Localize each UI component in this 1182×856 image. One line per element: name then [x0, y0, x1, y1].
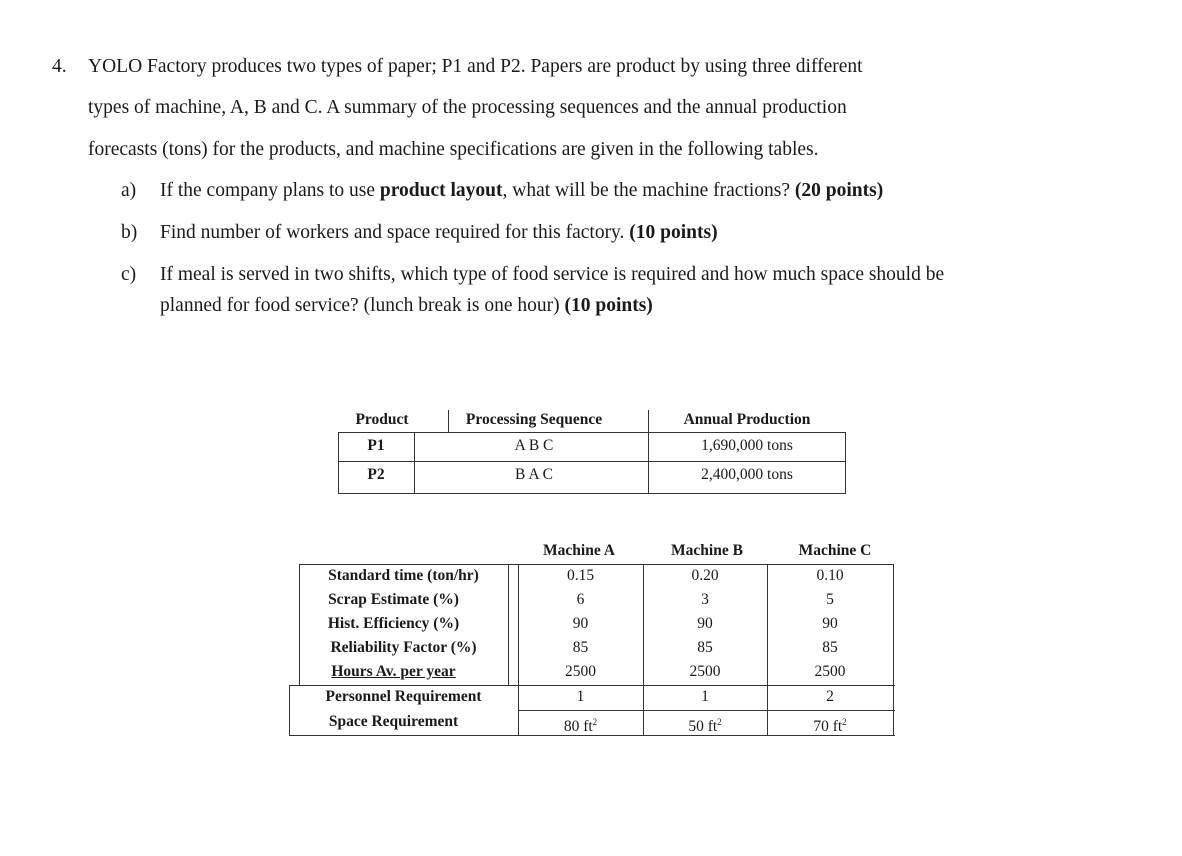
header-machine-b: Machine B	[671, 542, 743, 559]
unit-superscript: 2	[592, 717, 598, 727]
table-cell: 2500	[565, 663, 596, 680]
table-cell: 85	[822, 639, 838, 656]
header-machine-a: Machine A	[543, 542, 615, 559]
table-cell: 2500	[814, 663, 846, 680]
space-value: 70 ft	[813, 718, 843, 735]
space-value: 80 ft	[563, 718, 593, 735]
question-a	[160, 180, 883, 202]
question-c-text: planned for food service? (lunch break is one hour)	[160, 295, 565, 316]
question-b-points: (10 points)	[629, 222, 718, 243]
table-cell: 2,400,000 tons	[701, 466, 793, 483]
divider	[448, 410, 449, 432]
table-cell-space	[767, 711, 893, 733]
intro-line-2: types of machine, A, B and C. A summary of the processing sequences and the annual production	[88, 97, 847, 118]
question-c-line-1: If meal is served in two shifts, which type of food service is required and how much space should be	[160, 264, 945, 285]
divider	[508, 564, 509, 685]
question-a-label: a)	[121, 180, 137, 201]
header-processing-sequence: Processing Sequence	[465, 411, 603, 428]
question-a-bold: product layout	[379, 180, 503, 201]
table-cell: 0.15	[566, 567, 595, 584]
unit-superscript: 2	[842, 717, 847, 727]
row-label-space-requirement: Space Requirement	[328, 713, 459, 730]
unit-superscript: 2	[717, 717, 722, 727]
row-divider	[338, 461, 846, 462]
intro-line-3: forecasts (tons) for the products, and machine specifications are given in the following tables.	[88, 139, 819, 160]
header-annual-production: Annual Production	[683, 411, 811, 428]
intro-line-1: YOLO Factory produces two types of paper; P1 and P2. Papers are product by using three different	[88, 56, 863, 77]
divider	[893, 564, 894, 735]
question-a-text: If the company plans to use	[160, 180, 380, 201]
table-cell: 5	[826, 591, 834, 608]
table-cell: 85	[697, 639, 713, 656]
row-label-hist-efficiency: Hist. Efficiency (%)	[327, 615, 460, 632]
question-c-label: c)	[121, 264, 137, 285]
table-cell: 90	[697, 615, 713, 632]
row-label-scrap-estimate: Scrap Estimate (%)	[328, 591, 459, 608]
table-cell-space	[518, 711, 643, 733]
table-cell: P1	[367, 437, 385, 454]
table-cell: 85	[572, 639, 589, 656]
row-divider	[289, 735, 895, 736]
table-cell: 90	[572, 615, 589, 632]
table-cell-space	[643, 711, 767, 733]
question-c-points: (10 points)	[564, 295, 653, 316]
table-cell: B A C	[515, 466, 553, 483]
question-b	[160, 222, 718, 244]
table-cell: 1	[576, 688, 585, 705]
table-cell: 3	[701, 591, 709, 608]
divider	[414, 432, 415, 493]
divider	[648, 432, 649, 493]
row-label-reliability-factor: Reliability Factor (%)	[330, 639, 477, 656]
header-product: Product	[355, 411, 409, 428]
space-value: 50 ft	[688, 718, 718, 735]
row-label-hours-available: Hours Av. per year	[331, 663, 456, 680]
table-cell: P2	[367, 466, 385, 483]
question-a-text-after: , what will be the machine fractions?	[502, 180, 795, 201]
table-cell: 1,690,000 tons	[701, 437, 793, 454]
divider	[648, 410, 649, 432]
question-c-line-2	[160, 295, 653, 317]
table-cell: 0.20	[691, 567, 719, 584]
table-cell: 0.10	[816, 567, 844, 584]
question-b-label: b)	[121, 222, 138, 243]
header-machine-c: Machine C	[798, 542, 872, 559]
row-label-personnel-requirement: Personnel Requirement	[325, 688, 482, 705]
question-a-points: (20 points)	[794, 180, 884, 201]
table-cell: 1	[701, 688, 709, 705]
table-cell: 2500	[689, 663, 721, 680]
table-cell: 6	[576, 591, 585, 608]
question-b-text: Find number of workers and space required for this factory.	[160, 222, 630, 243]
table-cell: 90	[822, 615, 838, 632]
row-label-standard-time: Standard time (ton/hr)	[328, 567, 479, 584]
problem-number: 4.	[52, 56, 67, 77]
table-cell: 2	[826, 688, 834, 705]
table-cell: A B C	[514, 437, 554, 454]
